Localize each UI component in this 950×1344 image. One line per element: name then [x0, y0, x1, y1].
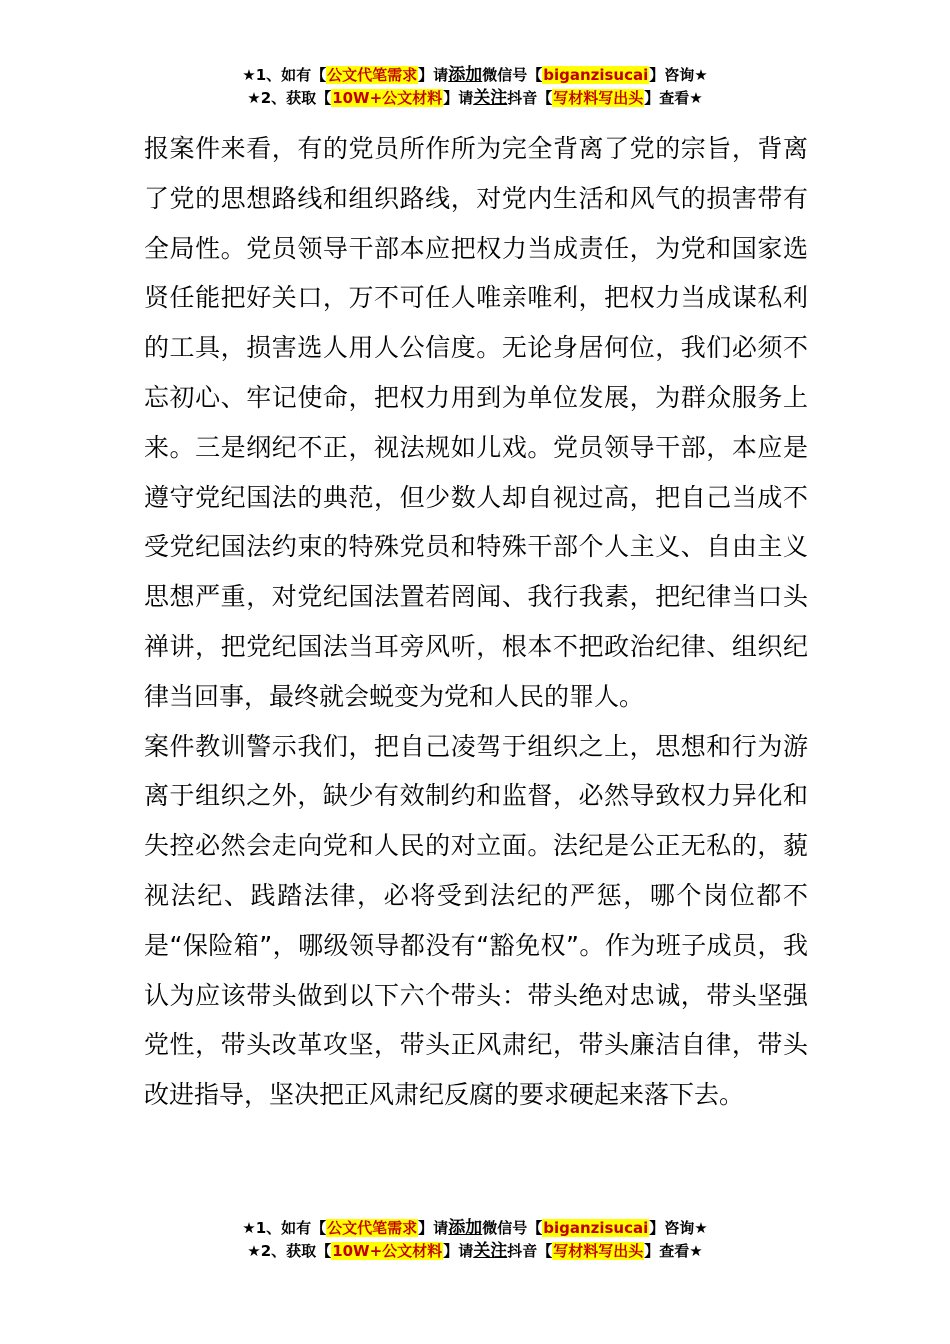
banner-text: 】查看★ [644, 89, 703, 107]
paragraph-2: 案件教训警示我们，把自己凌驾于组织之上，思想和行为游离于组织之外，缺少有效制约和监督，必然导致权力异化和失控必然会走向党和人民的对立面。法纪是公正无私的，藐视法纪、践踏法律，必将受到法纪的严惩，哪个岗位都不是“保险箱”，哪级领导都没有“豁免权”。作为班子成员，我认为应该带头做到以下六个带头：带头绝对忠诚，带头坚强党性，带头改革攻坚，带头正风肃纪，带头廉洁自律，带头改进指导，坚决把正风肃纪反腐的要求硬起来落下去。 [144, 731, 808, 1110]
banner-line-1 [0, 64, 950, 87]
banner-text: 】咨询★ [649, 1219, 708, 1237]
paragraph-1: 报案件来看，有的党员所作所为完全背离了党的宗旨，背离了党的思想路线和组织路线，对党内生活和风气的损害带有全局性。党员领导干部本应把权力当成责任，为党和国家选贤任能把好关口，万不可任人唯亲唯利，把权力当成谋私利的工具，损害选人用人公信度。无论身居何位，我们必须不忘初心、牢记使命，把权力用到为单位发展，为群众服务上来。三是纲纪不正，视法规如儿戏。党员领导干部，本应是遵守党纪国法的典范，但少数人却自视过高，把自己当成不受党纪国法约束的特殊党员和特殊干部个人主义、自由主义思想严重，对党纪国法置若罔闻、我行我素，把纪律当口头禅讲，把党纪国法当耳旁风听，根本不把政治纪律、组织纪律当回事，最终就会蜕变为党和人民的罪人。 [144, 134, 808, 711]
banner-line-1 [0, 1217, 950, 1240]
footer-banner [0, 1217, 950, 1263]
banner-text: 抖音【 [507, 89, 553, 107]
highlight-wechat-id: biganzisucai [543, 66, 649, 84]
banner-emphasis: 关注 [473, 88, 508, 108]
banner-text: 】请 [443, 89, 474, 107]
highlight-materials: 10W+公文材料 [332, 1242, 443, 1260]
banner-text: 抖音【 [507, 1242, 553, 1260]
banner-text: 微信号【 [482, 1219, 543, 1237]
header-banner [0, 64, 950, 110]
banner-text: ★1、如有【 [242, 66, 327, 84]
banner-line-2 [0, 1240, 950, 1263]
banner-text: 】请 [418, 1219, 449, 1237]
highlight-wechat-id: biganzisucai [543, 1219, 649, 1237]
highlight-douyin: 写材料写出头 [553, 89, 644, 107]
banner-emphasis: 关注 [473, 1241, 508, 1261]
highlight-douyin: 写材料写出头 [553, 1242, 644, 1260]
banner-text: 】咨询★ [649, 66, 708, 84]
banner-text: 微信号【 [482, 66, 543, 84]
banner-text: 】请 [443, 1242, 474, 1260]
banner-text: 】查看★ [644, 1242, 703, 1260]
highlight-service: 公文代笔需求 [327, 66, 418, 84]
banner-line-2 [0, 87, 950, 110]
highlight-service: 公文代笔需求 [327, 1219, 418, 1237]
highlight-materials: 10W+公文材料 [332, 89, 443, 107]
document-body [144, 124, 808, 1120]
banner-text: 】请 [418, 66, 449, 84]
banner-text: ★2、获取【 [247, 89, 332, 107]
banner-text: ★1、如有【 [242, 1219, 327, 1237]
banner-text: ★2、获取【 [247, 1242, 332, 1260]
banner-emphasis: 添加 [448, 65, 483, 85]
banner-emphasis: 添加 [448, 1218, 483, 1238]
